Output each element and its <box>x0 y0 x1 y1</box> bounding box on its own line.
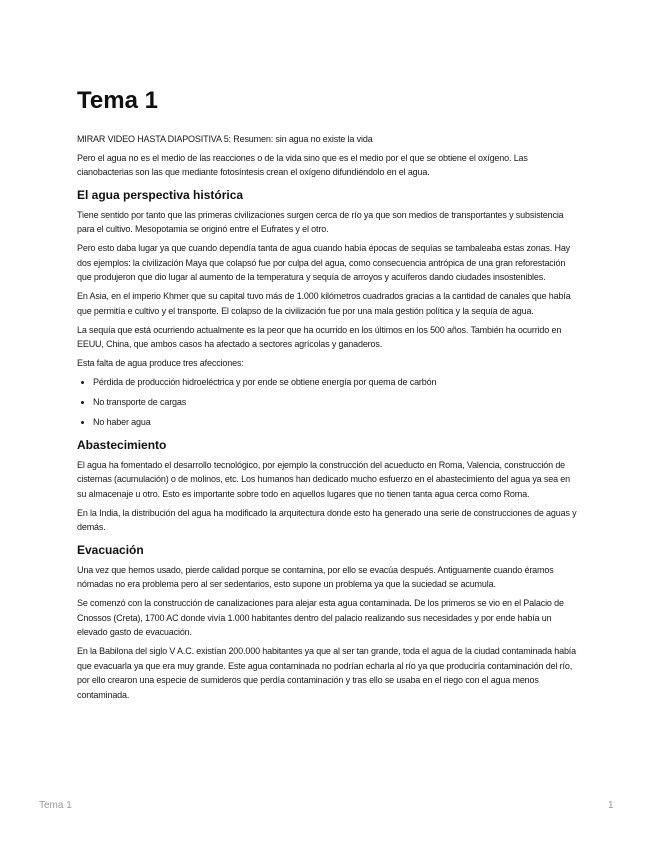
page-title: Tema 1 <box>77 87 158 114</box>
historia-paragraph-1: Tiene sentido por tanto que las primeras civilizaciones surgen cerca de río ya que son medios de transportantes y subsistencia para el cultivo. Mesopotamia se originó entre el Eufrates y el otro. <box>77 209 564 234</box>
intro-paragraph-1: MIRAR VIDEO HASTA DIAPOSITIVA 5: Resumen: sin agua no existe la vida <box>77 134 373 144</box>
list-item: • No haber agua <box>93 415 577 430</box>
historia-paragraph-4: La sequía que está ocurriendo actualmente es la peor que ha ocurrido en los últimos en los 500 años. También ha ocurrido en EEUU, China, que ambos casos ha afectado a sectores agrícolas y ganaderos. <box>77 324 562 349</box>
evacuacion-paragraph-3: En la Babilona del siglo V A.C. existían 200.000 habitantes ya que al ser tan grande, toda el agua de la ciudad contaminada había que evacuarla ya que era muy grande. Este agua contaminada no podrían echarla al río ya que produciría contaminación del río, por ello crearon una especie de sumideros que perdía contaminación y tras ello se usaba en el riego con el agua menos contaminada. <box>77 646 577 700</box>
abastecimiento-paragraph-2: En la India, la distribución del agua ha modificado la arquitectura donde esto ha generado una serie de construcciones de aguas y demás. <box>77 507 577 532</box>
afecciones-list <box>77 375 577 430</box>
footer-title: Tema 1 <box>39 800 72 811</box>
evacuacion-paragraph-1: Una vez que hemos usado, pierde calidad porque se contamina, por ello se evacúa después. Antiguamente cuando éramos nómadas no era problema pero al ser sedentarios, esto supone un problema ya que la suciedad se acumula. <box>77 564 554 589</box>
section-heading-abastecimiento: Abastecimiento <box>77 437 167 452</box>
intro-paragraph-2: Pero el agua no es el medio de las reacciones o de la vida sino que es el medio por el que se obtiene el oxígeno. Las cianobacterias son las que mediante fotosíntesis crean el oxígeno difundiéndolo en el agua. <box>77 152 528 177</box>
historia-paragraph-5: Esta falta de agua produce tres afecciones: <box>77 358 244 368</box>
list-item: • No transporte de cargas <box>93 395 577 410</box>
page-number: 1 <box>608 800 614 811</box>
section-heading-historia: El agua perspectiva histórica <box>77 187 244 202</box>
historia-paragraph-3: En Asia, en el imperio Khmer que su capital tuvo más de 1.000 kilómetros cuadrados gracias a la cantidad de canales que había que permitía e cultivo y el transporte. El colapso de la civilización fue por una mala gestión política y la sequía de agua. <box>77 291 571 316</box>
section-heading-evacuacion: Evacuación <box>77 542 144 557</box>
historia-paragraph-2: Pero esto daba lugar ya que cuando dependía tanta de agua cuando había épocas de sequías se tambaleaba estas zonas. Hay dos ejemplos: la civilización Maya que colapsó fue por culpa del agua, como consecuencia antrópica de una gran reforestación que produjeron que dio lugar al aumento de la temperatura y sequía de arroyos y acuíferos dando ciudades insostenibles. <box>77 243 571 282</box>
evacuacion-paragraph-2: Se comenzó con la construcción de canalizaciones para alejar esta agua contaminada. De los primeros se vio en el Palacio de Cnossos (Creta), 1700 AC donde vivía 1.000 habitantes dentro del palacio realizando sus necesidades y por ende había un elevado gasto de evacuación. <box>77 598 564 637</box>
abastecimiento-paragraph-1: El agua ha fomentado el desarrollo tecnológico, por ejemplo la construcción del acueducto en Roma, Valencia, construcción de cisternas (acumulación) o de molinos, etc. Los humanos han dedicado mucho esfuerzo en el abastecimiento del agua ya sea en su almacenaje u otro. Esto es importante sobre todo en aquellos lugares que no tienen tanta agua cerca como Roma. <box>77 459 571 499</box>
list-item: • Pérdida de producción hidroeléctrica y por ende se obtiene energía por quema de carbón <box>93 375 577 390</box>
document-page <box>77 84 577 707</box>
